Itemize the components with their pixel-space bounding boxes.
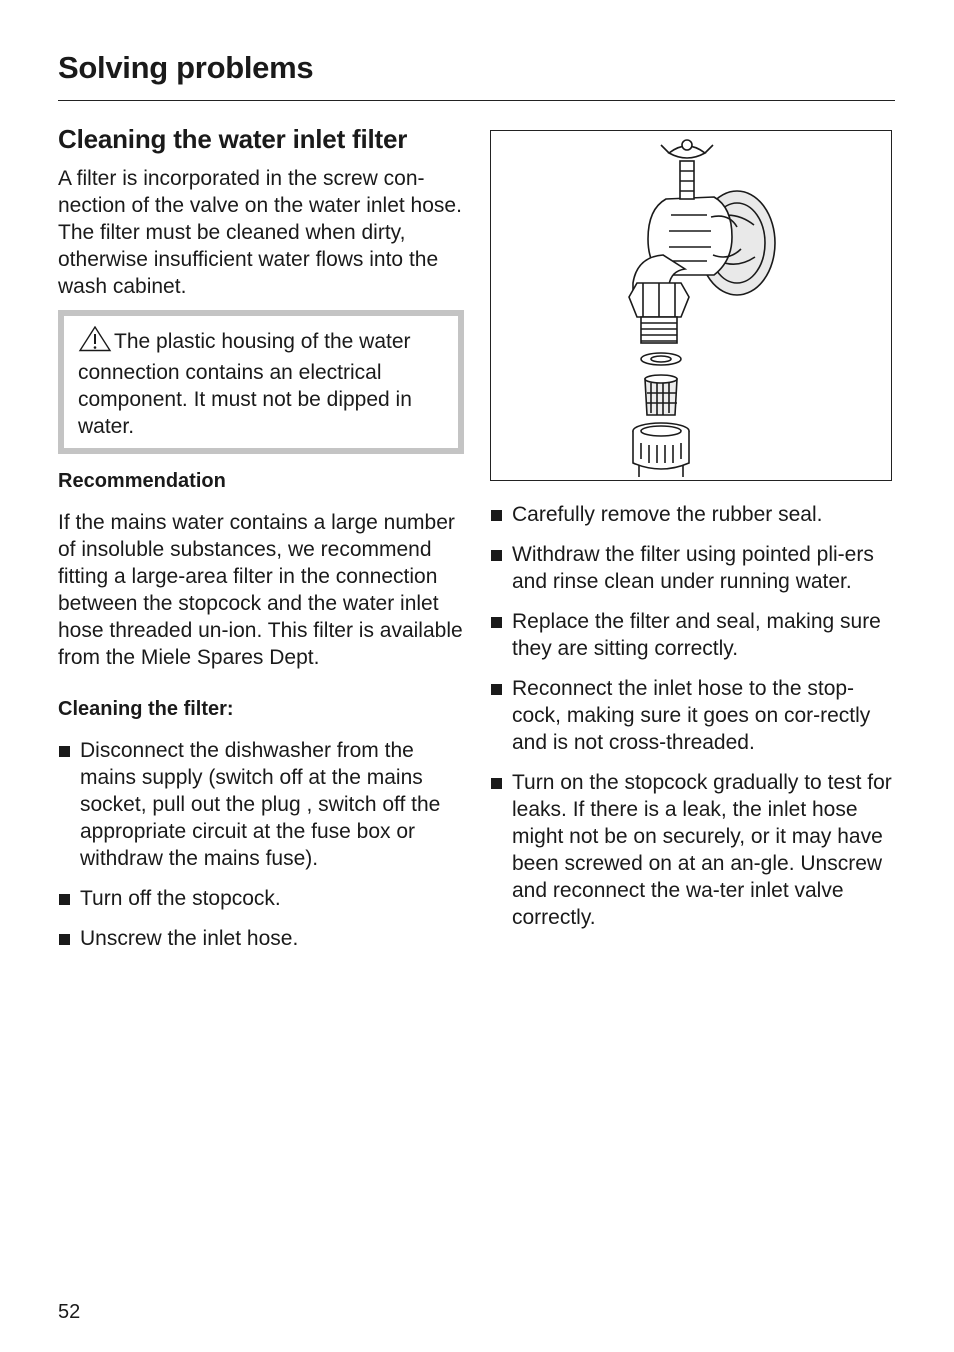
list-item (490, 769, 896, 931)
page-number: 52 (58, 1301, 81, 1323)
list-item (490, 541, 896, 595)
step-text: Turn off the stopcock. (80, 887, 281, 910)
section-heading: Cleaning the water inlet filter (58, 124, 408, 154)
intro-paragraph: A filter is incorporated in the screw con-nection of the valve on the water inlet hose. The filter must be cleaned when dirty, otherwise insufficient water flows into the wash cabinet. (58, 167, 462, 298)
list-item (490, 608, 896, 662)
bullet-square-icon (491, 684, 502, 695)
step-text: Carefully remove the rubber seal. (512, 503, 823, 526)
right-column (490, 130, 896, 944)
step-text: Turn on the stopcock gradually to test for leaks. If there is a leak, the inlet hose might not be on securely, or it may have been screwed on at an an-gle. Unscrew and reconnect the wa-ter inlet valve correctly. (512, 771, 892, 929)
recommendation-paragraph: If the mains water contains a large number of insoluble substances, we recommend fitting a large-area filter in the connection between the stopcock and the water inlet hose threaded un-ion. This filter is available from the Miele Spares Dept. (58, 511, 463, 669)
cleaning-heading: Cleaning the filter: (58, 698, 234, 720)
warning-text: The plastic housing of the water connection contains an electrical component. It must not be dipped in water. (78, 330, 412, 438)
list-item (58, 925, 464, 952)
right-steps-list (490, 501, 896, 931)
page-title: Solving problems (58, 50, 314, 85)
bullet-square-icon (59, 894, 70, 905)
step-text: Withdraw the filter using pointed pli-ers and rinse clean under running water. (512, 543, 874, 593)
left-steps-list (58, 737, 464, 952)
warning-box (58, 310, 464, 454)
list-item (58, 885, 464, 912)
bullet-square-icon (491, 550, 502, 561)
recommendation-heading: Recommendation (58, 470, 226, 492)
bullet-square-icon (491, 778, 502, 789)
list-item (490, 675, 896, 756)
title-divider (58, 100, 895, 101)
stopcock-filter-diagram (491, 131, 891, 479)
left-column (58, 124, 464, 965)
step-text: Replace the filter and seal, making sure they are sitting correctly. (512, 610, 881, 660)
bullet-square-icon (59, 746, 70, 757)
bullet-square-icon (59, 934, 70, 945)
step-text: Unscrew the inlet hose. (80, 927, 299, 950)
list-item (58, 737, 464, 872)
step-text: Disconnect the dishwasher from the mains supply (switch off at the mains socket, pull out the plug , switch off the appropriate circuit at the fuse box or withdraw the mains fuse). (80, 739, 441, 870)
warning-triangle-icon (78, 326, 112, 359)
stopcock-illustration (490, 130, 892, 481)
step-text: Reconnect the inlet hose to the stop-cock, making sure it goes on cor-rectly and is not cross-threaded. (512, 677, 871, 754)
bullet-square-icon (491, 617, 502, 628)
bullet-square-icon (491, 510, 502, 521)
list-item (490, 501, 896, 528)
